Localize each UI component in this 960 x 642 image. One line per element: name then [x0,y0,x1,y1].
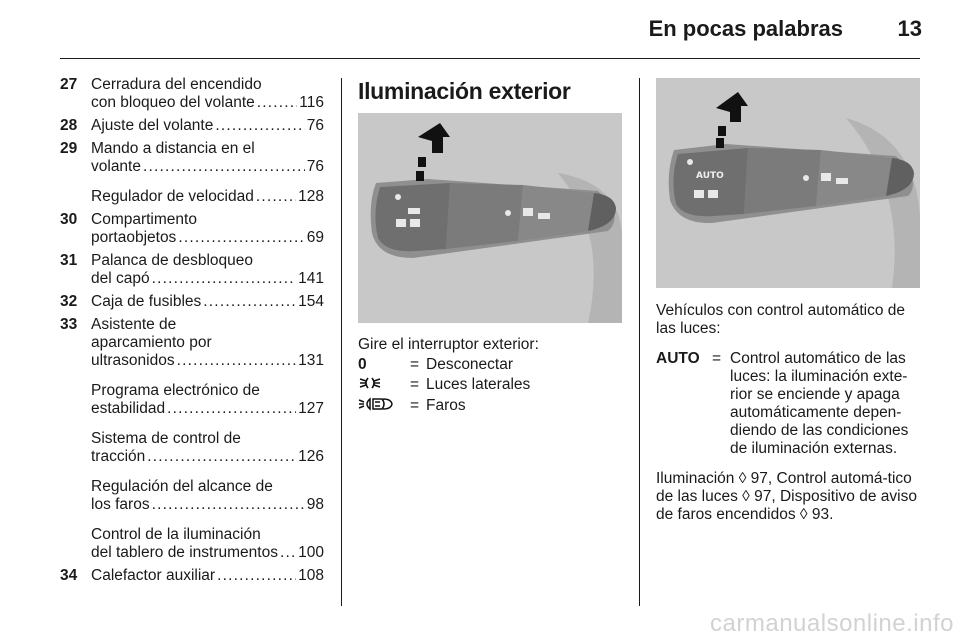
row-auto: AUTO = Control automático de las luces: la iluminación exte-rior se enciende y apaga automáticamente depen-diendo de las condiciones de iluminación externas. [656,350,921,458]
row-side-lights: = Luces laterales [358,376,628,395]
toc-entry-number: 29 [60,140,78,157]
toc-entry [60,188,324,206]
toc-entry-text: volante [91,158,141,175]
toc-entry-text: Programa electrónico de [91,382,260,399]
toc-entry-text: del capó [91,270,150,287]
toc-entry-text: Control de la iluminación [91,526,261,543]
toc-entry-page: 98 [306,496,324,513]
toc-entry [60,76,324,112]
cross-references: Iluminación ◊ 97, Control automá-tico de las luces ◊ 97, Dispositivo de aviso de faros encendidos ◊ 93. [656,470,917,523]
toc-entry-page: 126 [298,448,324,465]
toc-entry-text: Asistente de [91,316,177,333]
toc-entry-text: del tablero de instrumentos [91,544,278,561]
auto-intro: Vehículos con control automático de las luces: [656,302,906,337]
toc-entry-text: Calefactor auxiliar [91,567,216,584]
toc-entry-number: 28 [60,117,78,134]
toc-entry [60,430,324,466]
light-switch-figure [358,113,622,323]
toc-entry-page: 154 [298,293,324,310]
dot-leader [147,448,296,466]
contents-list [60,76,324,590]
toc-entry-text: portaobjetos [91,229,177,246]
toc-entry-page: 127 [298,400,324,417]
toc-entry-text: Mando a distancia en el [91,140,255,157]
dot-leader [152,270,297,288]
header-title: En pocas palabras [648,16,843,41]
column-divider-right [639,78,640,606]
toc-entry-text: Regulador de velocidad [91,188,254,205]
dot-leader [257,94,298,112]
dot-leader [143,158,305,176]
dot-leader [280,544,296,562]
toc-entry-text: estabilidad [91,400,166,417]
toc-entry-text: ultrasonidos [91,352,175,369]
dot-leader [167,400,296,418]
toc-entry-page: 76 [306,117,324,134]
toc-entry-text: tracción [91,448,146,465]
row-auto-value: Control automático de las luces: la iluminación exte-rior se enciende y apaga automáticamente depen-diendo de las condiciones de iluminación externas. [730,350,909,457]
toc-entry-page: 108 [298,567,324,584]
toc-entry-text: Cerradura del encendido [91,76,262,93]
toc-entry [60,117,324,135]
toc-entry-text: Regulación del alcance de [91,478,273,495]
figure-auto-label: AUTO [696,171,724,181]
toc-entry-page: 141 [298,270,324,287]
toc-entry-text: Palanca de desbloqueo [91,252,254,269]
dot-leader [152,496,305,514]
toc-entry-text: aparcamiento por [91,334,212,351]
middle-text [358,336,628,416]
toc-entry-number: 27 [60,76,78,93]
dot-leader [256,188,296,206]
watermark: carmanualsonline.info [710,610,954,637]
toc-entry-number: 32 [60,293,78,310]
toc-entry [60,567,324,585]
toc-entry [60,526,324,562]
dot-leader [215,117,304,135]
toc-entry-number: 30 [60,211,78,228]
toc-entry-page: 69 [306,229,324,246]
toc-entry [60,140,324,176]
right-text [656,302,921,536]
row-off: 0 = Desconectar [358,356,628,374]
toc-entry-text: con bloqueo del volante [91,94,255,111]
row-headlights-value: Faros [426,397,466,414]
dot-leader [177,352,297,370]
toc-entry-number: 34 [60,567,78,584]
toc-entry [60,211,324,247]
toc-entry-page: 76 [306,158,324,175]
header-rule [60,58,920,59]
dot-leader [178,229,304,247]
section-title: Iluminación exterior [358,78,571,104]
dot-leader [203,293,296,311]
toc-entry [60,252,324,288]
row-off-key: 0 [358,356,367,373]
toc-entry [60,293,324,311]
row-off-value: Desconectar [426,356,514,373]
headlights-icon [358,397,410,416]
toc-entry [60,316,324,370]
row-side-lights-value: Luces laterales [426,376,531,393]
side-lights-icon [358,376,410,395]
toc-entry-text: Sistema de control de [91,430,241,447]
toc-entry-text: Ajuste del volante [91,117,214,134]
toc-entry-page: 128 [298,188,324,205]
auto-light-switch-figure [656,78,920,288]
toc-entry-page: 116 [299,94,324,111]
dot-leader [217,567,296,585]
toc-entry-page: 100 [298,544,324,561]
toc-entry-number: 31 [60,252,78,269]
switch-intro: Gire el interruptor exterior: [358,336,539,353]
toc-entry [60,478,324,514]
toc-entry-page: 131 [298,352,324,369]
column-divider-left [341,78,342,606]
row-headlights: = Faros [358,397,628,416]
toc-entry-text: Caja de fusibles [91,293,202,310]
toc-entry-number: 33 [60,316,78,333]
page-number: 13 [897,16,922,41]
row-auto-key: AUTO [656,350,700,367]
toc-entry-text: los faros [91,496,150,513]
toc-entry-text: Compartimento [91,211,197,228]
toc-entry [60,382,324,418]
